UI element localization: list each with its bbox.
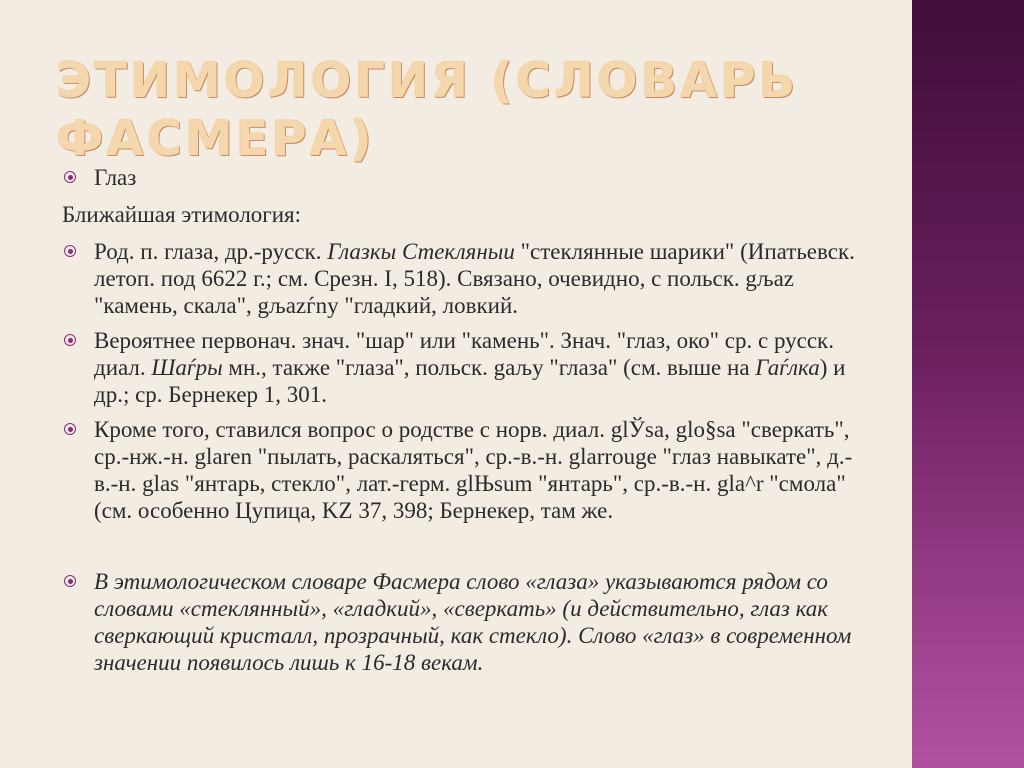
- subheading-text: Ближайшая этимология:: [62, 202, 302, 227]
- paragraph-2-text-c: мн., также "глаза", польск. gaљy "глаза" (см. выше на: [222, 355, 756, 380]
- paragraph-2-italic-1: Шаѓры: [151, 355, 223, 380]
- circle-dot-bullet-icon: [64, 575, 76, 587]
- list-item-text: Глаз: [94, 165, 137, 190]
- paragraph-1-italic: Глазкы Стекляныи: [327, 239, 515, 264]
- paragraph-1-text-c: "стеклянные шарики" (Ипатьевск. летоп. под 6622 г.; см. Срезн. I, 518). Связано, очевидно, с польск. gљaz "камень, скала", gљazѓny "гладкий, ловкий.: [94, 239, 855, 318]
- circle-dot-bullet-icon: [64, 334, 76, 346]
- paragraph-2-text-e: ) и др.; ср. Бернекер 1, 301.: [94, 355, 846, 407]
- circle-dot-bullet-icon: [64, 423, 76, 435]
- decorative-side-band: [912, 0, 1024, 768]
- paragraph-3: [62, 416, 862, 524]
- list-item-glaz: [62, 164, 862, 191]
- paragraph-2-text-a: Вероятнее первонач. знач. "шар" или "камень". Знач. "глаз, око" ср. с русск. диал.: [94, 328, 834, 380]
- paragraph-1: [62, 238, 862, 319]
- paragraph-4-text: В этимологическом словаре Фасмера слово «глаза» указываются рядом со словами «стеклянный», «гладкий», «сверкать» (и действительно, глаз как сверкающий кристалл, прозрачный, как стекло). Слово «глаз» в современном значении появилось лишь к 16-18 векам.: [94, 569, 852, 675]
- slide-title: ЭТИМОЛОГИЯ (СЛОВАРЬ ФАСМЕРА): [56, 53, 799, 167]
- subheading-etymology: [62, 201, 862, 228]
- paragraph-4: [62, 568, 862, 676]
- paragraph-3-text: Кроме того, ставился вопрос о родстве с норв. диал. glЎsa, glo§sa "сверкать", ср.-нж.-н. glaren "пылать, раскаляться", ср.-в.-н. glarrouge "глаз навыкате", д.-в.-н. glas "янтарь, стекло", лат.-герм. glЊsum "янтарь", ср.-в.-н. gla^r "смола" (см. особенно Цупица, KZ 37, 398; Бернекер, там же.: [94, 417, 853, 523]
- slide-content: [62, 164, 862, 676]
- paragraph-2: [62, 327, 862, 408]
- paragraph-1-text-a: Род. п. глаза, др.-русск.: [94, 239, 328, 264]
- circle-dot-bullet-icon: [64, 245, 76, 257]
- paragraph-2-italic-2: Гаѓлка: [755, 355, 820, 380]
- circle-dot-bullet-icon: [64, 171, 76, 183]
